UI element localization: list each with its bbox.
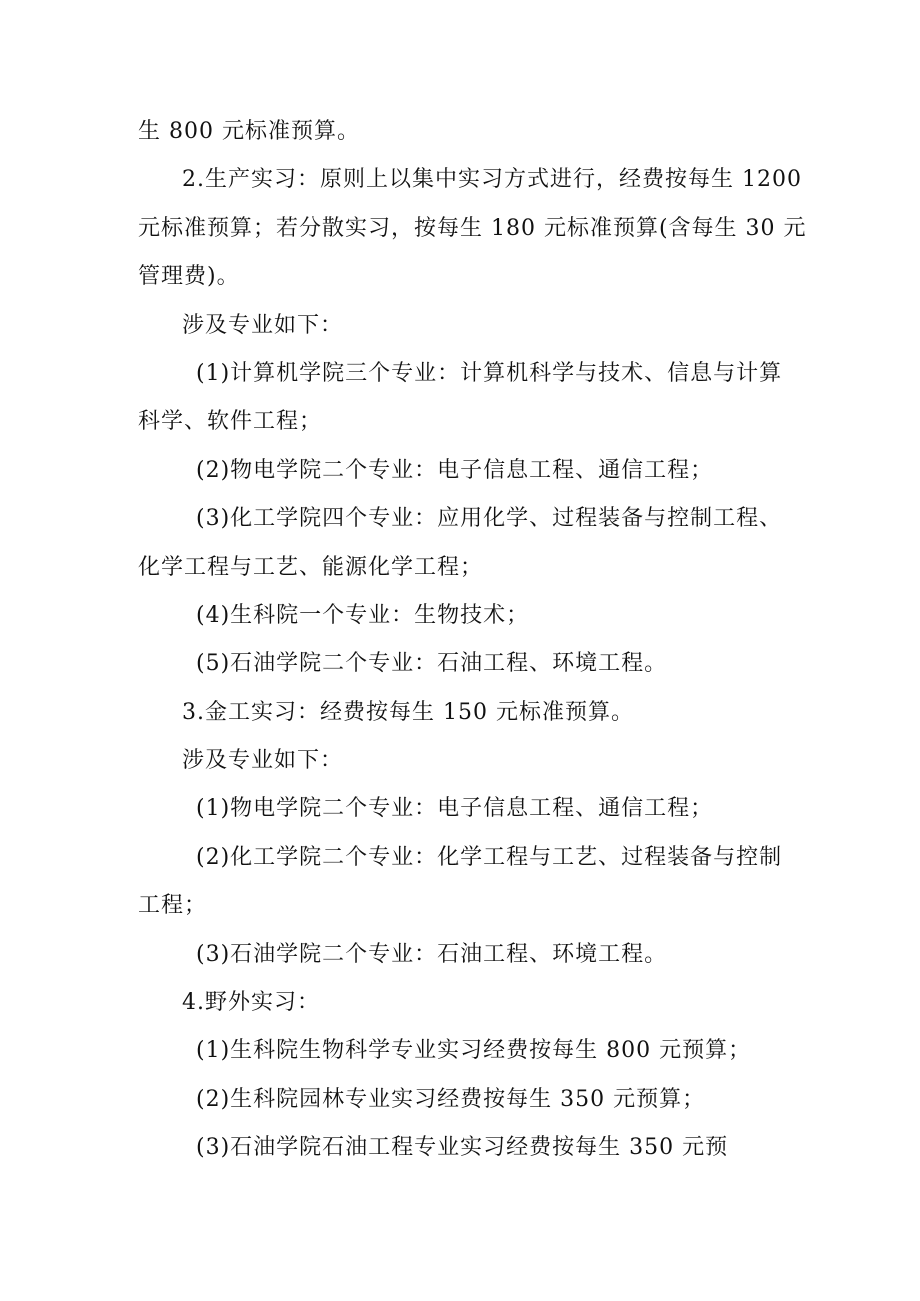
- list-item: (2)化工学院二个专业：化学工程与工艺、过程装备与控制: [196, 844, 783, 870]
- text-line: 管理费)。: [138, 264, 240, 290]
- list-item: (2)生科院园林专业实习经费按每生 350 元预算；: [196, 1086, 706, 1112]
- list-item: (1)生科院生物科学专业实习经费按每生 800 元预算；: [196, 1038, 752, 1064]
- list-item: (5)石油学院二个专业：石油工程、环境工程。: [196, 651, 668, 677]
- document-body: [138, 108, 807, 1173]
- section-heading: 涉及专业如下：: [182, 312, 344, 338]
- text-line: 3.金工实习：经费按每生 150 元标准预算。: [182, 699, 634, 725]
- list-item: (3)化工学院四个专业：应用化学、过程装备与控制工程、: [196, 506, 783, 532]
- text-line: 化学工程与工艺、能源化学工程；: [138, 554, 484, 580]
- list-item: (3)石油学院二个专业：石油工程、环境工程。: [196, 941, 668, 967]
- list-item: (4)生科院一个专业：生物技术；: [196, 602, 530, 628]
- list-item: (1)计算机学院三个专业：计算机科学与技术、信息与计算: [196, 360, 783, 386]
- text-line: 科学、软件工程；: [138, 409, 323, 435]
- text-line: 工程；: [138, 893, 208, 919]
- section-heading: 4.野外实习：: [182, 990, 320, 1016]
- list-item: (2)物电学院二个专业：电子信息工程、通信工程；: [196, 457, 714, 483]
- section-heading: 涉及专业如下：: [182, 748, 344, 774]
- text-line: 生 800 元标准预算。: [138, 119, 360, 144]
- list-item: (1)物电学院二个专业：电子信息工程、通信工程；: [196, 796, 714, 822]
- text-line: 元标准预算；若分散实习，按每生 180 元标准预算(含每生 30 元: [138, 215, 807, 241]
- list-item: (3)石油学院石油工程专业实习经费按每生 350 元预: [196, 1135, 729, 1161]
- text-line: 2.生产实习：原则上以集中实习方式进行，经费按每生 1200: [182, 167, 802, 193]
